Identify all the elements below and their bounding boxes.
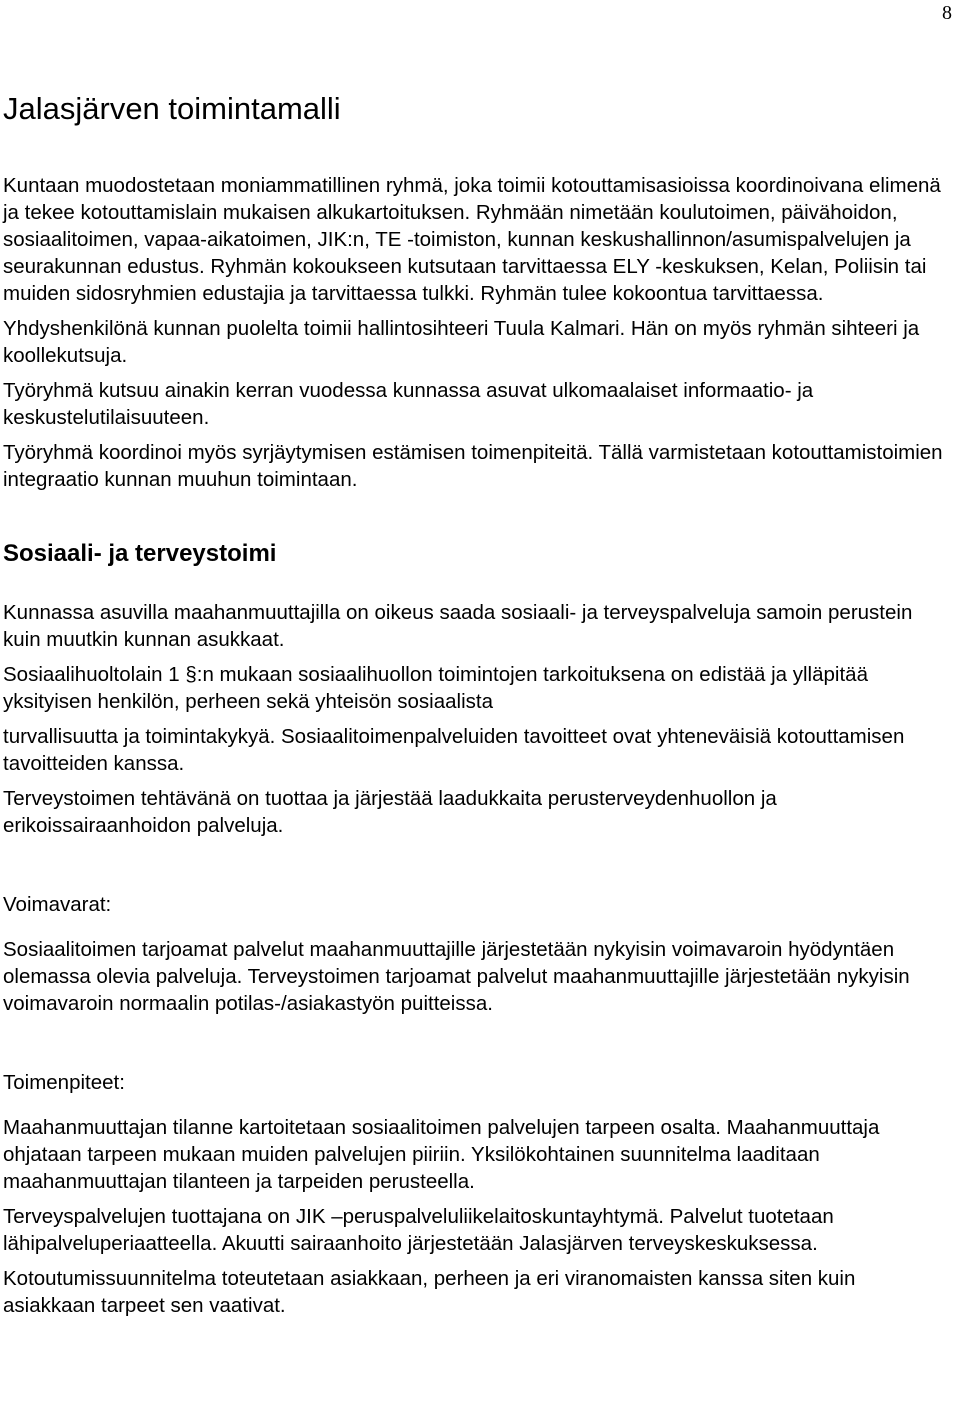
subheading-toimenpiteet: Toimenpiteet: xyxy=(3,1071,125,1094)
paragraph-social-welfare-act: Sosiaalihuoltolain 1 §:n mukaan sosiaalihuollon toimintojen tarkoituksena on edistää ja ylläpitää yksityisen henkilön, perheen sekä yhteisön sosiaalista xyxy=(3,663,868,713)
section-title-sosiaali-terveys: Sosiaali- ja terveystoimi xyxy=(3,540,277,567)
paragraph-equal-rights: Kunnassa asuvilla maahanmuuttajilla on oikeus saada sosiaali- ja terveyspalveluja samoin perustein kuin muutkin kunnan asukkaat. xyxy=(3,601,913,651)
paragraph-health-services: Terveystoimen tehtävänä on tuottaa ja järjestää laadukkaita perusterveydenhuollon ja erikoissairaanhoidon palveluja. xyxy=(3,787,777,837)
paragraph-integration-plan: Kotoutumissuunnitelma toteutetaan asiakkaan, perheen ja eri viranomaisten kanssa siten kuin asiakkaan tarpeet sen vaativat. xyxy=(3,1267,856,1317)
paragraph-resources: Sosiaalitoimen tarjoamat palvelut maahanmuuttajille järjestetään nykyisin voimavaroin hyödyntäen olemassa olevia palveluja. Terveystoimen tarjoamat palvelut maahanmuuttajille järjestetään nykyisin voimavaroin normaalin potilas-/asiakastyön puitteissa. xyxy=(3,938,910,1015)
document-body xyxy=(3,88,948,1319)
subheading-voimavarat: Voimavarat: xyxy=(3,893,112,916)
paragraph-info-session: Työryhmä kutsuu ainakin kerran vuodessa kunnassa asuvat ulkomaalaiset informaatio- ja keskustelutilaisuuteen. xyxy=(3,379,814,429)
paragraph-social-goals: turvallisuutta ja toimintakykyä. Sosiaalitoimenpalveluiden tavoitteet ovat yhteneväisiä kotouttamisen tavoitteiden kanssa. xyxy=(3,725,905,775)
paragraph-contact-person: Yhdyshenkilönä kunnan puolelta toimii hallintosihteeri Tuula Kalmari. Hän on myös ryhmän sihteeri ja koollekutsuja. xyxy=(3,317,920,367)
page-number: 8 xyxy=(942,2,952,24)
paragraph-health-provider: Terveyspalvelujen tuottajana on JIK –peruspalveluliikelaitoskuntayhtymä. Palvelut tuotetaan lähipalveluperiaatteella. Akuutti sairaanhoito järjestetään Jalasjärven terveyskeskuksessa. xyxy=(3,1205,834,1255)
paragraph-working-group: Kuntaan muodostetaan moniammatillinen ryhmä, joka toimii kotouttamisasioissa koordinoivana elimenä ja tekee kotouttamislain mukaisen alkukartoituksen. Ryhmään nimetään koulutoimen, päivähoidon, sosiaalitoimen, vapaa-aikatoimen, JIK:n, TE -toimiston, kunnan keskushallinnon/asumispalvelujen ja seurakunnan edustus. Ryhmän kokoukseen kutsutaan tarvittaessa ELY -keskuksen, Kelan, Poliisin tai muiden sidosryhmien edustajia ja tarvittaessa tulkki. Ryhmän tulee kokoontua tarvittaessa. xyxy=(3,174,941,305)
section-title-toimintamalli: Jalasjärven toimintamalli xyxy=(3,91,341,126)
paragraph-exclusion-prevention: Työryhmä koordinoi myös syrjäytymisen estämisen toimenpiteitä. Tällä varmistetaan kotouttamistoimien integraatio kunnan muuhun toimintaan. xyxy=(3,441,943,491)
paragraph-mapping: Maahanmuuttajan tilanne kartoitetaan sosiaalitoimen palvelujen tarpeen osalta. Maahanmuuttaja ohjataan tarpeen mukaan muiden palvelujen piiriin. Yksilökohtainen suunnitelma laaditaan maahanmuuttajan tilanteen ja tarpeiden perusteella. xyxy=(3,1116,880,1193)
